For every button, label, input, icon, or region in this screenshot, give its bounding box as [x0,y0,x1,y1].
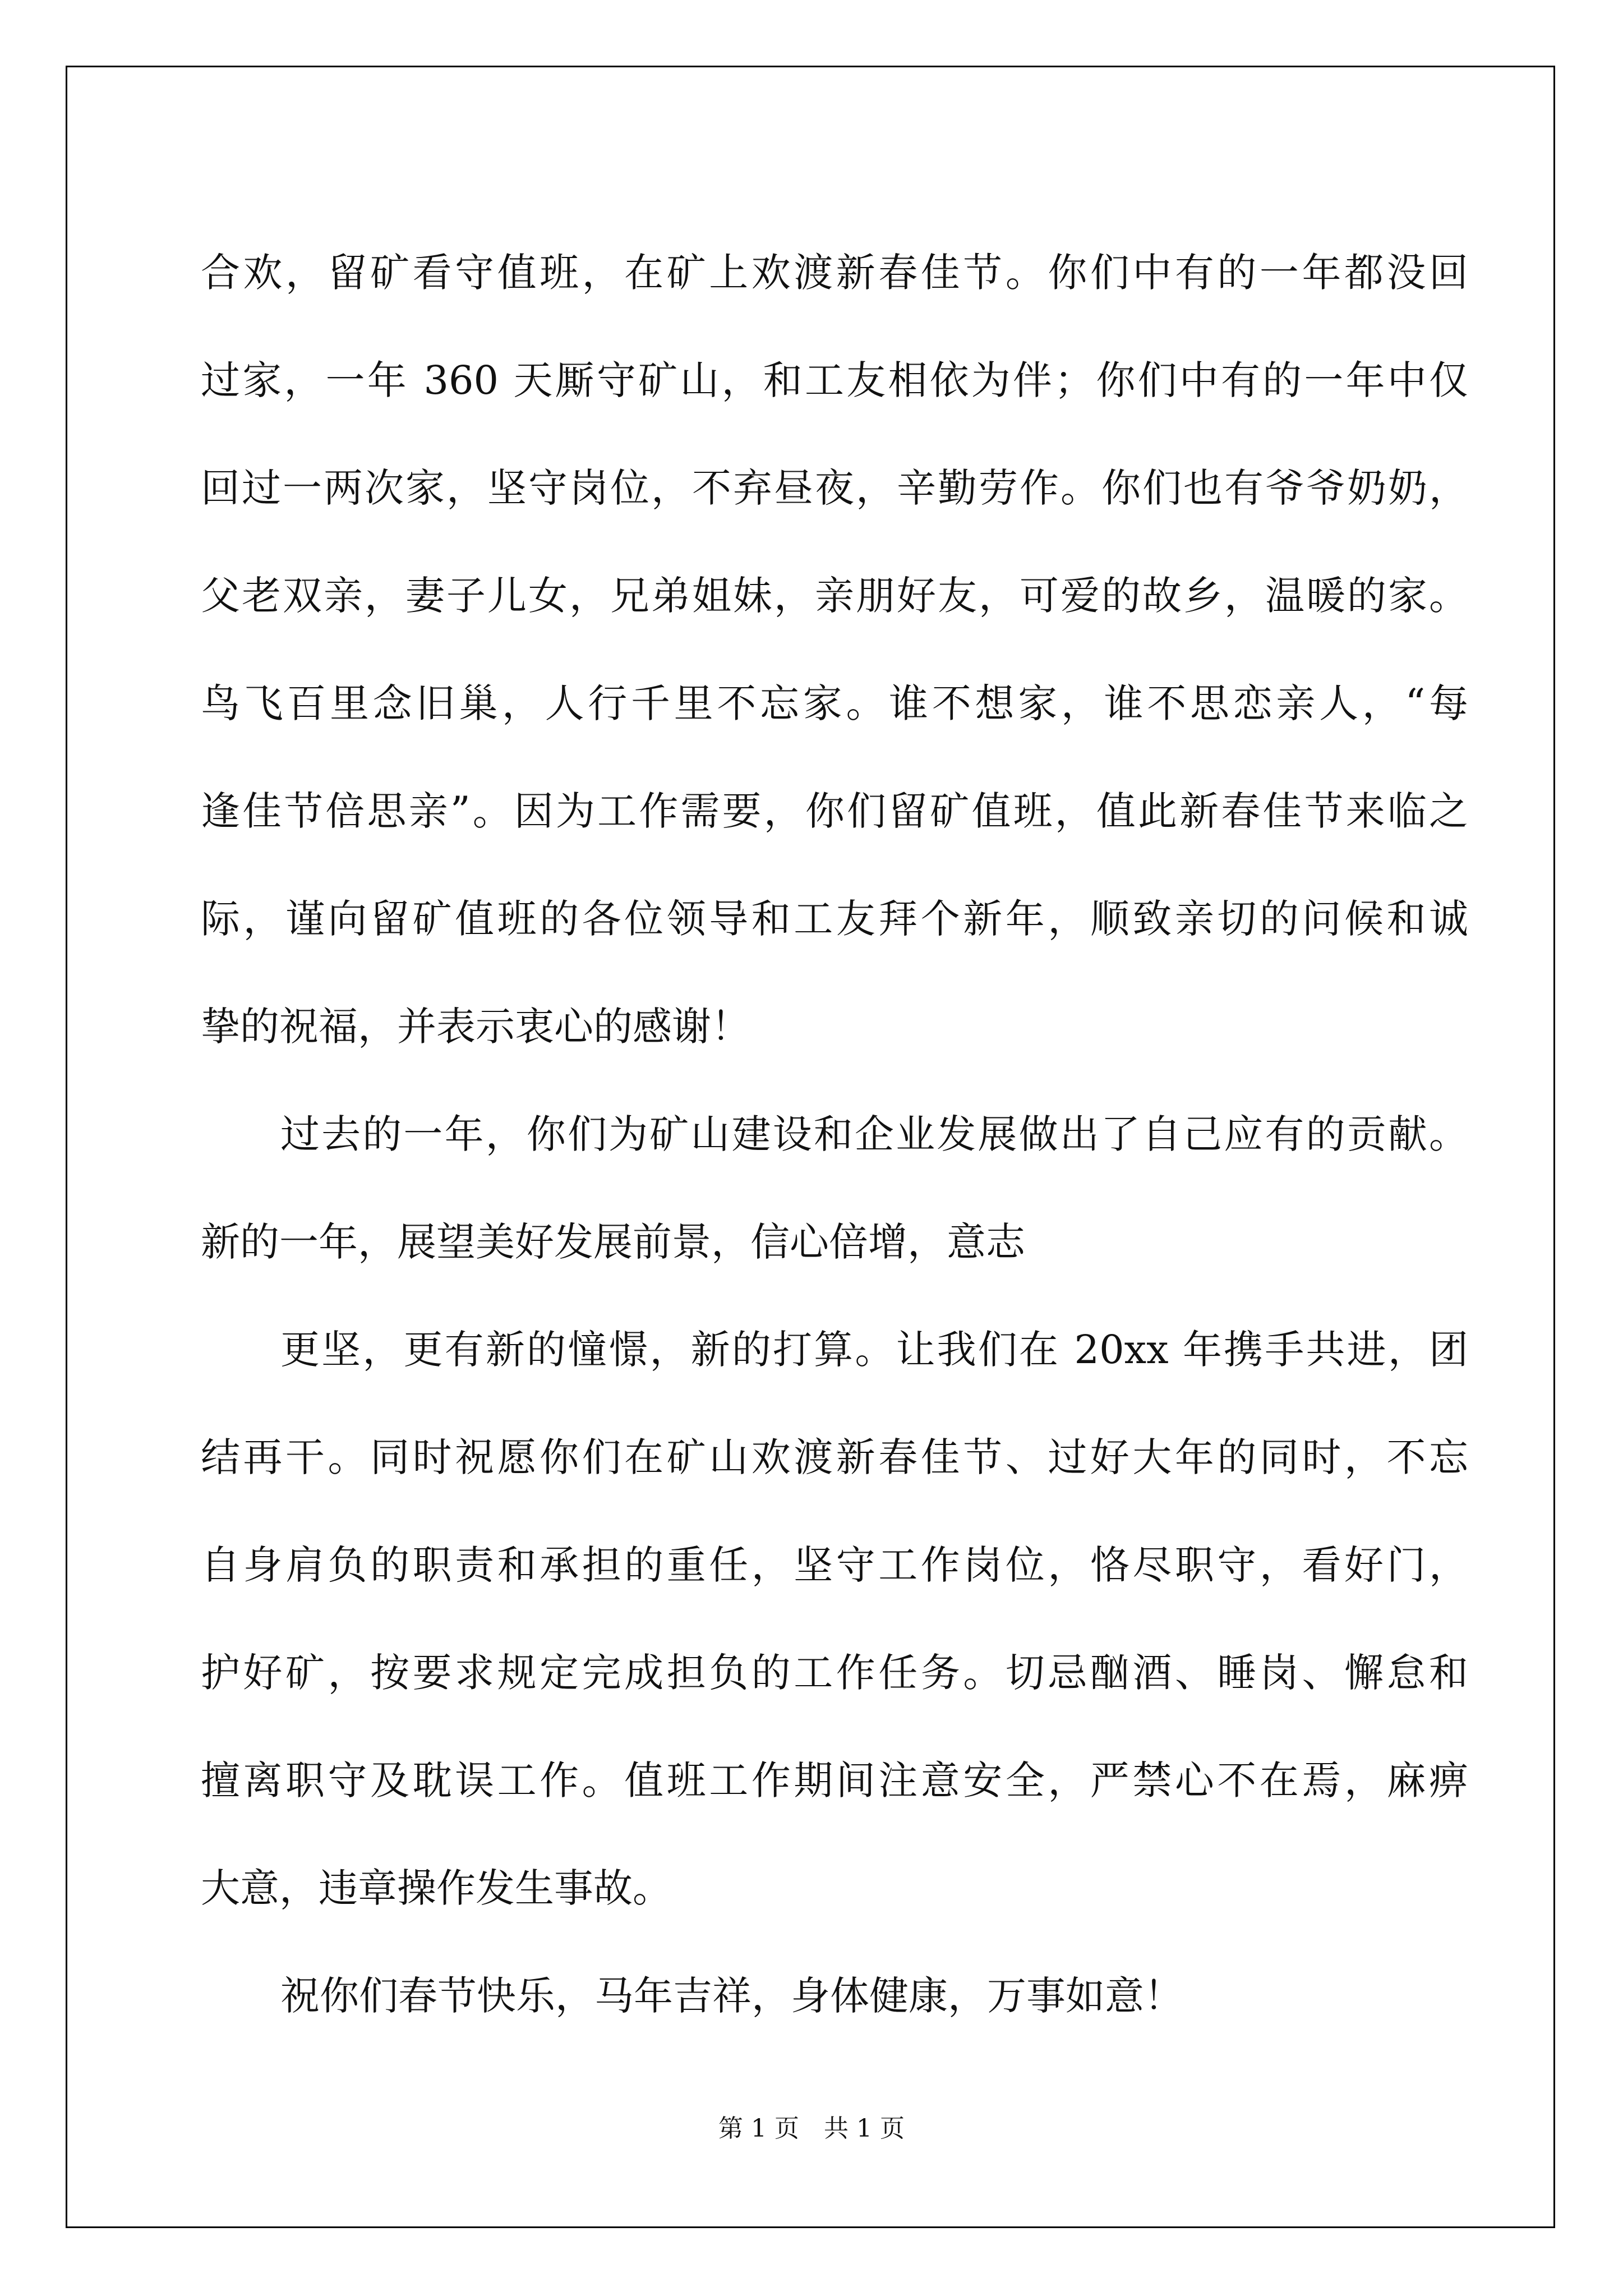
text-line [201,1404,1468,1511]
line-text: 回过一两次家，坚守岗位，不弃昼夜，辛勤劳作。你们也有爷爷奶奶， [201,465,1468,511]
line-text: 过去的一年，你们为矿山建设和企业发展做出了自己应有的贡献。 [280,1111,1468,1157]
text-line [201,650,1468,757]
text-line [201,219,1468,326]
line-text: 父老双亲，妻子儿女，兄弟姐妹，亲朋好友，可爱的故乡，温暖的家。 [201,573,1468,619]
line-text: 更坚，更有新的憧憬，新的打算。让我们在 20xx 年携手共进，团 [280,1327,1468,1373]
line-text: 逢佳节倍思亲”。因为工作需要，你们留矿值班，值此新春佳节来临之 [201,788,1468,834]
text-line [201,326,1468,434]
text-line [201,1511,1468,1619]
text-line [201,542,1468,650]
text-line [201,1834,1468,1942]
line-text: 结再干。同时祝愿你们在矿山欢渡新春佳节、过好大年的同时，不忘 [201,1434,1468,1480]
document-body [201,219,1468,2050]
line-text: 自身肩负的职责和承担的重任，坚守工作岗位，恪尽职守，看好门， [201,1542,1468,1588]
line-text: 新的一年，展望美好发展前景，信心倍增，意志 [201,1219,1025,1265]
page-number: 第 1 页 共 1 页 [718,2114,905,2143]
line-text: 过家，一年 360 天厮守矿山，和工友相依为伴；你们中有的一年中仅 [201,357,1468,403]
paragraph-first-line [201,1296,1468,1404]
text-line [201,1727,1468,1834]
line-text: 祝你们春节快乐，马年吉祥，身体健康，万事如意！ [280,1973,1183,2019]
text-line [201,1619,1468,1727]
line-text: 合欢，留矿看守值班，在矿上欢渡新春佳节。你们中有的一年都没回 [201,250,1468,296]
paragraph-first-line [201,1080,1468,1188]
text-line [201,1188,1468,1296]
text-line [201,757,1468,865]
paragraph-first-line [201,1942,1468,2050]
line-text: 擅离职守及耽误工作。值班工作期间注意安全，严禁心不在焉，麻痹 [201,1757,1468,1803]
page-footer [0,2108,1623,2144]
line-text: 鸟飞百里念旧巢，人行千里不忘家。谁不想家，谁不思恋亲人，“每 [201,680,1468,726]
text-line [201,973,1468,1080]
line-text: 护好矿，按要求规定完成担负的工作任务。切忌酗酒、睡岗、懈怠和 [201,1650,1468,1696]
text-line [201,434,1468,542]
text-line [201,865,1468,973]
line-text: 大意，违章操作发生事故。 [201,1865,672,1911]
line-text: 际，谨向留矿值班的各位领导和工友拜个新年，顺致亲切的问候和诚 [201,896,1468,942]
line-text: 挚的祝福，并表示衷心的感谢！ [201,1004,750,1050]
